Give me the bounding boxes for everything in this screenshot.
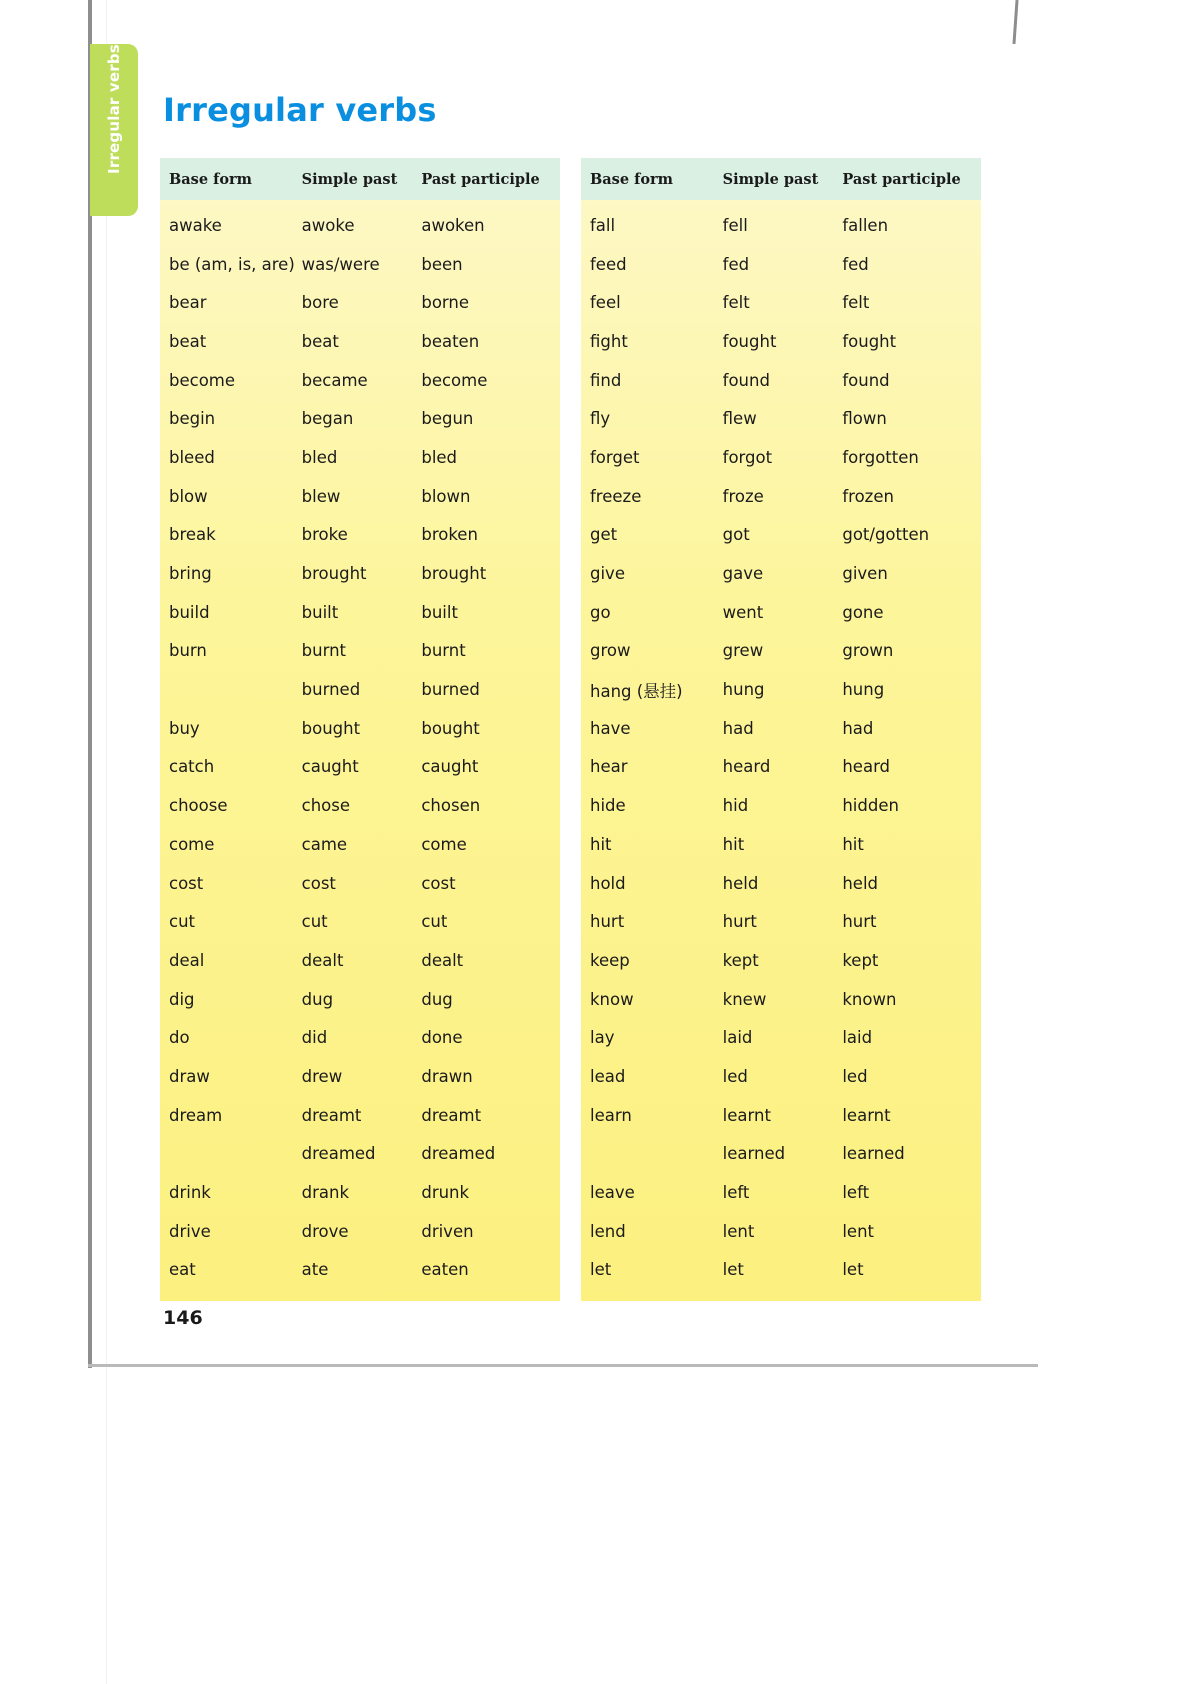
table-row [581, 1135, 981, 1174]
cell-base-form: feel [590, 293, 621, 313]
cell-base-form: lay [590, 1028, 615, 1048]
cell-base-form: burn [169, 641, 207, 661]
table-row [160, 748, 560, 787]
cell-simple-past: dreamt [301, 1105, 362, 1125]
cell-base-form: lend [590, 1221, 626, 1241]
cell-past-participle: frozen [842, 486, 894, 506]
table-header-row [160, 158, 560, 200]
table-row [581, 980, 981, 1019]
cell-simple-past: left [722, 1183, 750, 1203]
table-row [581, 593, 981, 632]
cell-past-participle: awoken [421, 215, 485, 235]
cell-simple-past: heard [722, 757, 771, 777]
cell-past-participle: forgotten [842, 447, 919, 467]
table-row [160, 1135, 560, 1174]
cell-base-form: drink [169, 1183, 211, 1203]
table-row [581, 516, 981, 555]
verb-table-right [581, 158, 981, 1301]
table-row [160, 786, 560, 825]
cell-simple-past: was/were [301, 254, 380, 274]
cell-past-participle: cut [421, 912, 448, 932]
table-row [581, 825, 981, 864]
table-row [581, 748, 981, 787]
cell-simple-past: dreamed [301, 1144, 376, 1164]
cell-base-form: break [169, 525, 216, 545]
cell-past-participle: laid [842, 1028, 873, 1048]
cell-past-participle: blown [421, 486, 471, 506]
table-row [160, 477, 560, 516]
cell-simple-past: beat [301, 331, 339, 351]
cell-base-form: bear [169, 293, 207, 313]
table-row [160, 554, 560, 593]
cell-simple-past: bought [301, 718, 361, 738]
cell-past-participle: done [421, 1028, 463, 1048]
cell-simple-past: felt [722, 293, 750, 313]
cell-past-participle: drunk [421, 1183, 470, 1203]
cell-past-participle: learned [842, 1144, 905, 1164]
cell-simple-past: drew [301, 1066, 343, 1086]
cell-base-form: draw [169, 1066, 210, 1086]
cell-simple-past: grew [722, 641, 764, 661]
cell-base-form: go [590, 602, 611, 622]
cell-simple-past: caught [301, 757, 359, 777]
cell-simple-past: blew [301, 486, 341, 506]
cell-past-participle: bled [421, 447, 458, 467]
table-row [160, 941, 560, 980]
cell-base-form: feed [590, 254, 627, 274]
table-row [581, 632, 981, 671]
cell-simple-past: ate [301, 1260, 329, 1280]
cell-past-participle: learnt [842, 1105, 891, 1125]
cell-simple-past: hurt [722, 912, 757, 932]
cell-past-participle: let [842, 1260, 864, 1280]
table-row [160, 1251, 560, 1290]
table-row [581, 1096, 981, 1135]
cell-past-participle: hung [842, 680, 885, 700]
table-row [160, 322, 560, 361]
cell-past-participle: kept [842, 950, 879, 970]
cell-past-participle: dreamed [421, 1144, 496, 1164]
verb-tables [160, 158, 990, 1301]
cell-past-participle: bought [421, 718, 480, 738]
cell-past-participle: broken [421, 525, 478, 545]
cell-base-form: buy [169, 718, 200, 738]
cell-simple-past: fell [722, 215, 748, 235]
page-title: Irregular verbs [163, 91, 437, 130]
cell-simple-past: cut [301, 912, 328, 932]
table-row [581, 709, 981, 748]
cell-base-form: dig [169, 989, 195, 1009]
cell-simple-past: did [301, 1028, 328, 1048]
cell-base-form: have [590, 718, 631, 738]
cell-base-form: eat [169, 1260, 196, 1280]
cell-past-participle: borne [421, 293, 470, 313]
cell-past-participle: hurt [842, 912, 877, 932]
cell-past-participle: chosen [421, 796, 481, 816]
cell-past-participle: become [421, 370, 488, 390]
table-row [581, 902, 981, 941]
table-row [160, 361, 560, 400]
cell-past-participle: left [842, 1183, 870, 1203]
table-row [160, 1096, 560, 1135]
table-body-left [160, 200, 560, 1301]
table-row [160, 593, 560, 632]
table-row [160, 709, 560, 748]
cell-simple-past: lent [722, 1221, 755, 1241]
table-row [581, 361, 981, 400]
cell-past-participle: lent [842, 1221, 875, 1241]
cell-past-participle: held [842, 873, 879, 893]
table-row [160, 245, 560, 284]
table-row [160, 1173, 560, 1212]
column-header-past-participle: Past participle [421, 170, 540, 188]
cell-base-form: forget [590, 447, 640, 467]
cell-simple-past: burnt [301, 641, 347, 661]
cell-base-form: let [590, 1260, 612, 1280]
cell-past-participle: flown [842, 409, 887, 429]
column-header-simple-past: Simple past [301, 170, 398, 188]
cell-past-participle: fed [842, 254, 869, 274]
table-row [581, 322, 981, 361]
cell-past-participle: drawn [421, 1066, 473, 1086]
cell-simple-past: brought [301, 564, 367, 584]
cell-simple-past: learnt [722, 1105, 771, 1125]
cell-simple-past: dug [301, 989, 334, 1009]
table-row [160, 399, 560, 438]
table-row [581, 477, 981, 516]
cell-simple-past: led [722, 1066, 748, 1086]
cell-simple-past: learned [722, 1144, 786, 1164]
cell-simple-past: chose [301, 796, 351, 816]
cell-simple-past: built [301, 602, 339, 622]
column-header-past-participle: Past participle [842, 170, 961, 188]
cell-base-form: give [590, 564, 625, 584]
cell-simple-past: awoke [301, 215, 355, 235]
cell-base-form: catch [169, 757, 215, 777]
cell-simple-past: hid [722, 796, 749, 816]
table-row [160, 438, 560, 477]
cell-base-form: choose [169, 796, 228, 816]
cell-simple-past: flew [722, 409, 757, 429]
cell-base-form: begin [169, 409, 216, 429]
cell-base-form: come [169, 834, 215, 854]
table-row [581, 864, 981, 903]
cell-base-form: fall [590, 215, 616, 235]
page-number: 146 [163, 1307, 203, 1329]
cell-past-participle: gone [842, 602, 884, 622]
table-row [160, 670, 560, 709]
cell-simple-past: got [722, 525, 750, 545]
table-body-right [581, 200, 981, 1301]
cell-simple-past: dealt [301, 950, 344, 970]
cell-base-form: cost [169, 873, 204, 893]
table-header-row [581, 158, 981, 200]
scan-left-margin [0, 0, 88, 1684]
cell-simple-past: laid [722, 1028, 753, 1048]
cell-simple-past: drove [301, 1221, 349, 1241]
cell-simple-past: cost [301, 873, 336, 893]
column-header-base-form: Base form [590, 170, 673, 188]
table-row [160, 1212, 560, 1251]
cell-simple-past: bled [301, 447, 338, 467]
table-row [581, 554, 981, 593]
cell-base-form: bring [169, 564, 212, 584]
cell-simple-past: held [722, 873, 759, 893]
cell-past-participle: caught [421, 757, 479, 777]
cell-past-participle: dealt [421, 950, 464, 970]
cell-past-participle: eaten [421, 1260, 469, 1280]
cell-base-form: hear [590, 757, 628, 777]
cell-base-form: get [590, 525, 618, 545]
table-row [160, 1057, 560, 1096]
cell-base-form: leave [590, 1183, 635, 1203]
cell-past-participle: hit [842, 834, 864, 854]
cell-past-participle: burned [421, 680, 480, 700]
cell-base-form: hold [590, 873, 626, 893]
cell-simple-past: went [722, 602, 764, 622]
cell-simple-past: hit [722, 834, 745, 854]
table-row [581, 1173, 981, 1212]
cell-base-form: find [590, 370, 622, 390]
cell-base-form: hurt [590, 912, 625, 932]
cell-past-participle: cost [421, 873, 456, 893]
cell-base-form: hang (悬挂) [590, 681, 683, 701]
cell-past-participle: burnt [421, 641, 466, 661]
cell-simple-past: broke [301, 525, 348, 545]
table-row [160, 283, 560, 322]
cell-past-participle: dug [421, 989, 453, 1009]
cell-past-participle: found [842, 370, 890, 390]
cell-past-participle: fallen [842, 215, 889, 235]
cell-simple-past: fed [722, 254, 750, 274]
cell-past-participle: grown [842, 641, 894, 661]
cell-base-form: lead [590, 1066, 626, 1086]
cell-past-participle: led [842, 1066, 868, 1086]
cell-past-participle: come [421, 834, 467, 854]
cell-base-form: drive [169, 1221, 211, 1241]
table-row [160, 632, 560, 671]
cell-simple-past: forgot [722, 447, 773, 467]
cell-base-form: beat [169, 331, 207, 351]
cell-past-participle: known [842, 989, 897, 1009]
cell-simple-past: gave [722, 564, 764, 584]
cell-base-form: dream [169, 1105, 223, 1125]
table-row [160, 206, 560, 245]
cell-base-form: grow [590, 641, 631, 661]
cell-base-form: blow [169, 486, 208, 506]
cell-base-form: become [169, 370, 236, 390]
table-row [581, 1251, 981, 1290]
table-row [160, 980, 560, 1019]
cell-base-form: bleed [169, 447, 215, 467]
cell-simple-past: came [301, 834, 348, 854]
column-header-base-form: Base form [169, 170, 252, 188]
cell-base-form: deal [169, 950, 205, 970]
cell-past-participle: built [421, 602, 458, 622]
cell-base-form: fight [590, 331, 628, 351]
cell-past-participle: beaten [421, 331, 480, 351]
cell-past-participle: hidden [842, 796, 899, 816]
cell-simple-past: kept [722, 950, 759, 970]
cell-base-form: learn [590, 1105, 632, 1125]
cell-base-form: hit [590, 834, 612, 854]
cell-simple-past: let [722, 1260, 744, 1280]
cell-base-form: awake [169, 215, 222, 235]
cell-past-participle: brought [421, 564, 487, 584]
table-row [160, 1018, 560, 1057]
cell-simple-past: drank [301, 1183, 350, 1203]
cell-simple-past: became [301, 370, 368, 390]
table-row [581, 1018, 981, 1057]
table-row [581, 206, 981, 245]
cell-base-form: cut [169, 912, 195, 932]
cell-base-form: know [590, 989, 634, 1009]
cell-simple-past: fought [722, 331, 777, 351]
cell-past-participle: felt [842, 293, 870, 313]
cell-simple-past: had [722, 718, 754, 738]
table-row [581, 438, 981, 477]
table-row [581, 786, 981, 825]
table-row [581, 941, 981, 980]
cell-past-participle: heard [842, 757, 891, 777]
cell-past-participle: had [842, 718, 874, 738]
cell-past-participle: begun [421, 409, 474, 429]
cell-base-form: do [169, 1028, 190, 1048]
cell-simple-past: knew [722, 989, 767, 1009]
cell-base-form: fly [590, 409, 611, 429]
verb-table-left [160, 158, 560, 1301]
cell-base-form: hide [590, 796, 626, 816]
table-row [160, 902, 560, 941]
table-row [581, 245, 981, 284]
table-row [581, 1057, 981, 1096]
table-row [581, 670, 981, 709]
table-row [160, 864, 560, 903]
cell-past-participle: been [421, 254, 463, 274]
table-row [160, 516, 560, 555]
table-row [581, 399, 981, 438]
scan-bottom-line [88, 1364, 1038, 1367]
scan-top-right-mark [1012, 0, 1018, 44]
cell-past-participle: dreamt [421, 1105, 482, 1125]
cell-simple-past: burned [301, 680, 361, 700]
cell-past-participle: fought [842, 331, 897, 351]
cell-base-form: keep [590, 950, 630, 970]
cell-simple-past: began [301, 409, 354, 429]
column-header-simple-past: Simple past [722, 170, 819, 188]
cell-simple-past: bore [301, 293, 339, 313]
side-tab [90, 44, 138, 216]
cell-past-participle: given [842, 564, 888, 584]
side-tab-label: Irregular verbs [105, 44, 123, 174]
cell-simple-past: hung [722, 680, 765, 700]
table-row [581, 1212, 981, 1251]
cell-base-form: freeze [590, 486, 642, 506]
cell-base-form: be (am, is, are) [169, 254, 295, 274]
cell-base-form: build [169, 602, 210, 622]
cell-past-participle: driven [421, 1221, 474, 1241]
scan-seam [106, 0, 107, 1684]
cell-simple-past: found [722, 370, 770, 390]
table-row [581, 283, 981, 322]
cell-simple-past: froze [722, 486, 764, 506]
cell-past-participle: got/gotten [842, 525, 930, 545]
table-row [160, 825, 560, 864]
